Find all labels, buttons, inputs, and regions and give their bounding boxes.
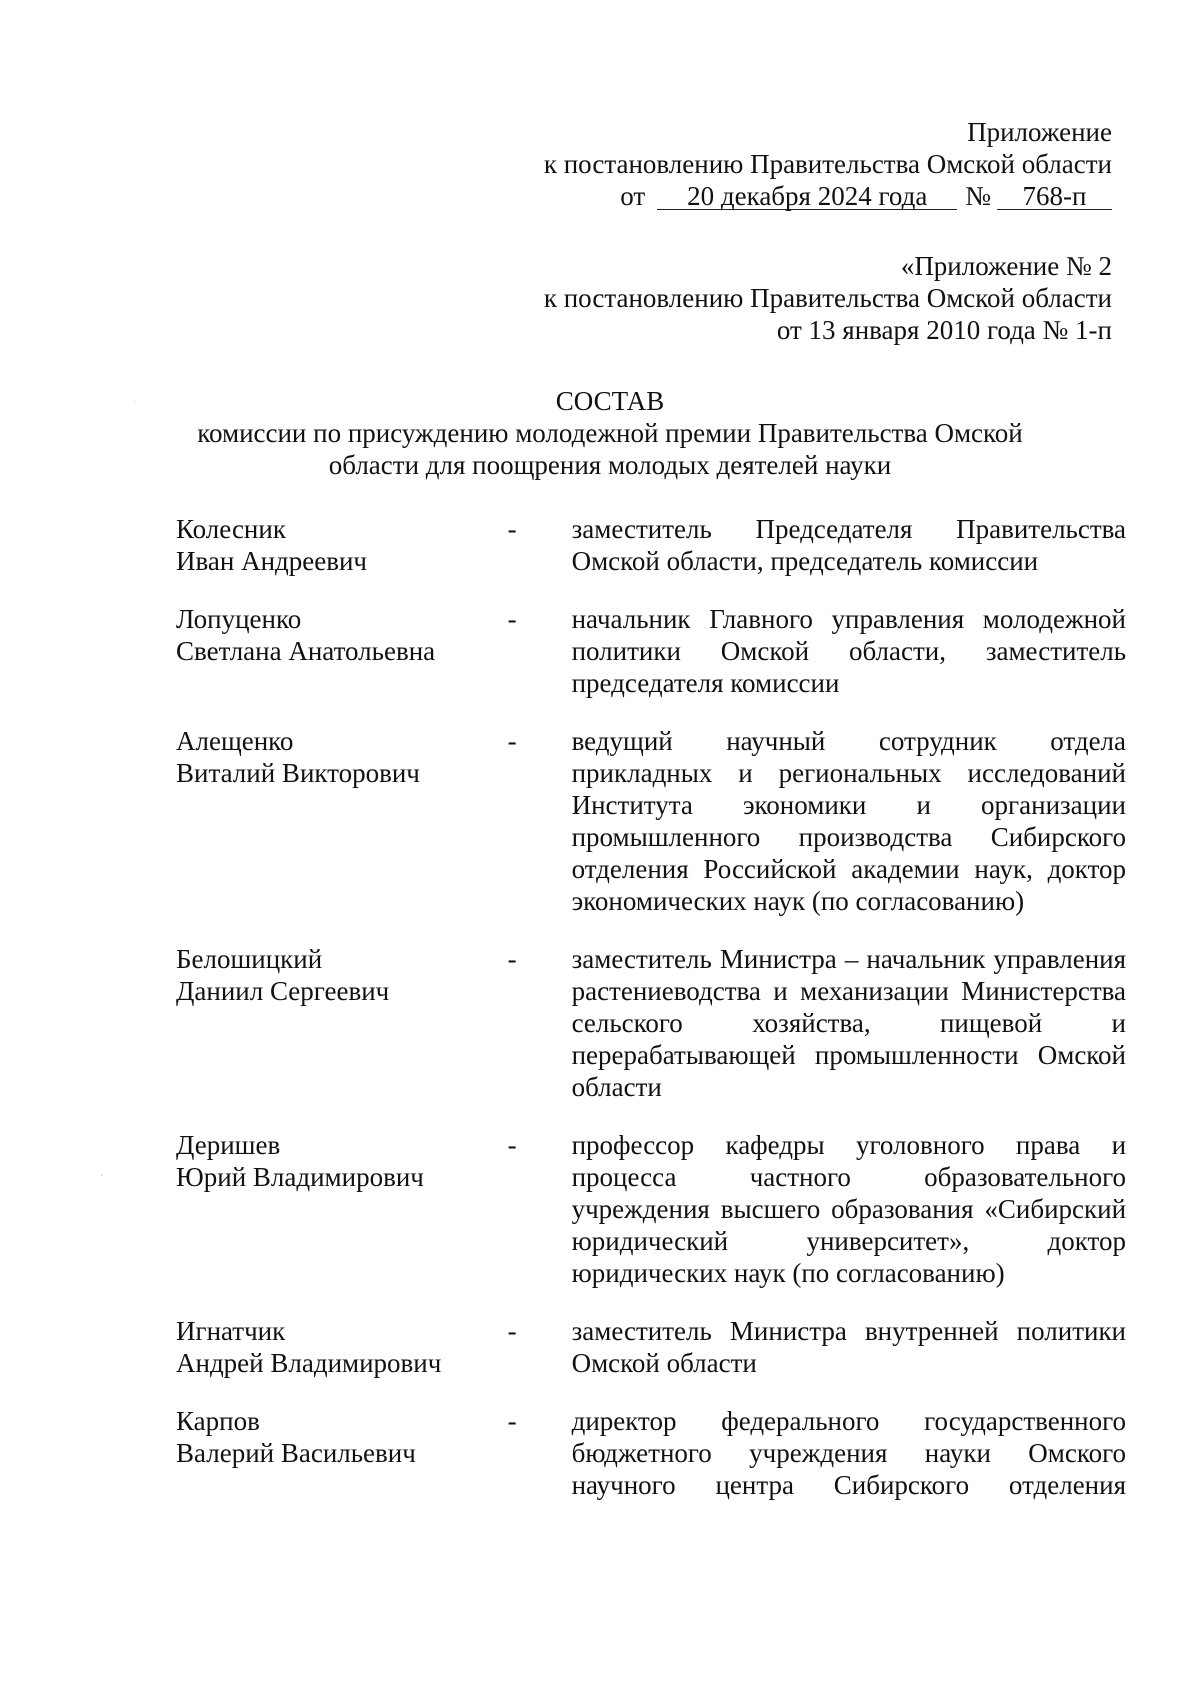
document-subtitle: комиссии по присуждению молодежной премии Правительства Омской области для поощрения молодых деятелей науки <box>197 418 1023 480</box>
member-role: заместитель Министра внутренней политики Омской области <box>571 1316 1127 1378</box>
appendix-header <box>544 116 1112 212</box>
member-dash: - <box>507 1316 517 1346</box>
original-resolution-date: от 13 января 2010 года № 1-п <box>776 315 1112 345</box>
member-dash: - <box>507 1406 517 1436</box>
member-dash: - <box>507 944 517 974</box>
scan-speck: · <box>133 397 137 408</box>
member-surname: Белошицкий <box>176 944 323 974</box>
number-sign: № <box>965 181 991 211</box>
document-title-block <box>150 385 1070 481</box>
resolution-number: 768-п <box>997 183 1112 210</box>
member-name <box>176 725 506 917</box>
document-title: СОСТАВ <box>555 386 665 416</box>
member-given-names: Юрий Владимирович <box>176 1162 424 1192</box>
member-row <box>176 513 1126 577</box>
member-dash: - <box>507 726 517 756</box>
member-role: заместитель Министра – начальник управления растениеводства и механизации Министерства сельского хозяйства, пищевой и перерабатывающей промышленности Омской области <box>571 944 1127 1102</box>
member-name <box>176 1405 506 1501</box>
member-surname: Деришев <box>176 1130 281 1160</box>
appendix-label: Приложение <box>967 117 1112 147</box>
original-appendix-header <box>544 250 1112 346</box>
member-given-names: Иван Андреевич <box>176 546 368 576</box>
from-prefix: от <box>620 181 646 211</box>
original-appendix-label: «Приложение № 2 <box>900 251 1112 281</box>
member-row <box>176 943 1126 1103</box>
member-role: заместитель Председателя Правительства Омской области, председатель комиссии <box>571 514 1127 576</box>
member-row <box>176 1405 1126 1501</box>
member-row <box>176 725 1126 917</box>
member-dash: - <box>507 1130 517 1160</box>
member-surname: Лопуценко <box>176 604 302 634</box>
member-surname: Колесник <box>176 514 286 544</box>
member-given-names: Валерий Васильевич <box>176 1438 416 1468</box>
member-row <box>176 1129 1126 1289</box>
member-surname: Карпов <box>176 1406 260 1436</box>
member-role: ведущий научный сотрудник отдела прикладных и региональных исследований Института экономики и организации промышленного производства Сибирского отделения Российской академии наук, доктор экономических наук (по согласованию) <box>571 726 1127 916</box>
member-role: начальник Главного управления молодежной политики Омской области, заместитель председателя комиссии <box>571 604 1127 698</box>
member-row <box>176 1315 1126 1379</box>
appendix-date-line <box>544 180 1112 212</box>
member-surname: Алещенко <box>176 726 294 756</box>
member-row <box>176 603 1126 699</box>
member-name <box>176 603 506 699</box>
commission-members-list <box>176 513 1126 1501</box>
appendix-resolution-line: к постановлению Правительства Омской области <box>543 149 1112 179</box>
member-surname: Игнатчик <box>176 1316 286 1346</box>
member-given-names: Светлана Анатольевна <box>176 636 436 666</box>
member-role: профессор кафедры уголовного права и процесса частного образовательного учреждения высшего образования «Сибирский юридический университет», доктор юридических наук (по согласованию) <box>571 1130 1127 1288</box>
member-given-names: Андрей Владимирович <box>176 1348 442 1378</box>
member-dash: - <box>507 514 517 544</box>
member-dash: - <box>507 604 517 634</box>
resolution-date: 20 декабря 2024 года <box>657 183 957 210</box>
member-given-names: Виталий Викторович <box>176 758 420 788</box>
member-role: директор федерального государственного бюджетного учреждения науки Омского научного центра Сибирского отделения <box>571 1406 1127 1500</box>
member-given-names: Даниил Сергеевич <box>176 976 390 1006</box>
member-name <box>176 943 506 1103</box>
member-name <box>176 513 506 577</box>
member-name <box>176 1315 506 1379</box>
original-resolution-line: к постановлению Правительства Омской области <box>543 283 1112 313</box>
scan-speck: · <box>100 1171 104 1182</box>
member-name <box>176 1129 506 1289</box>
